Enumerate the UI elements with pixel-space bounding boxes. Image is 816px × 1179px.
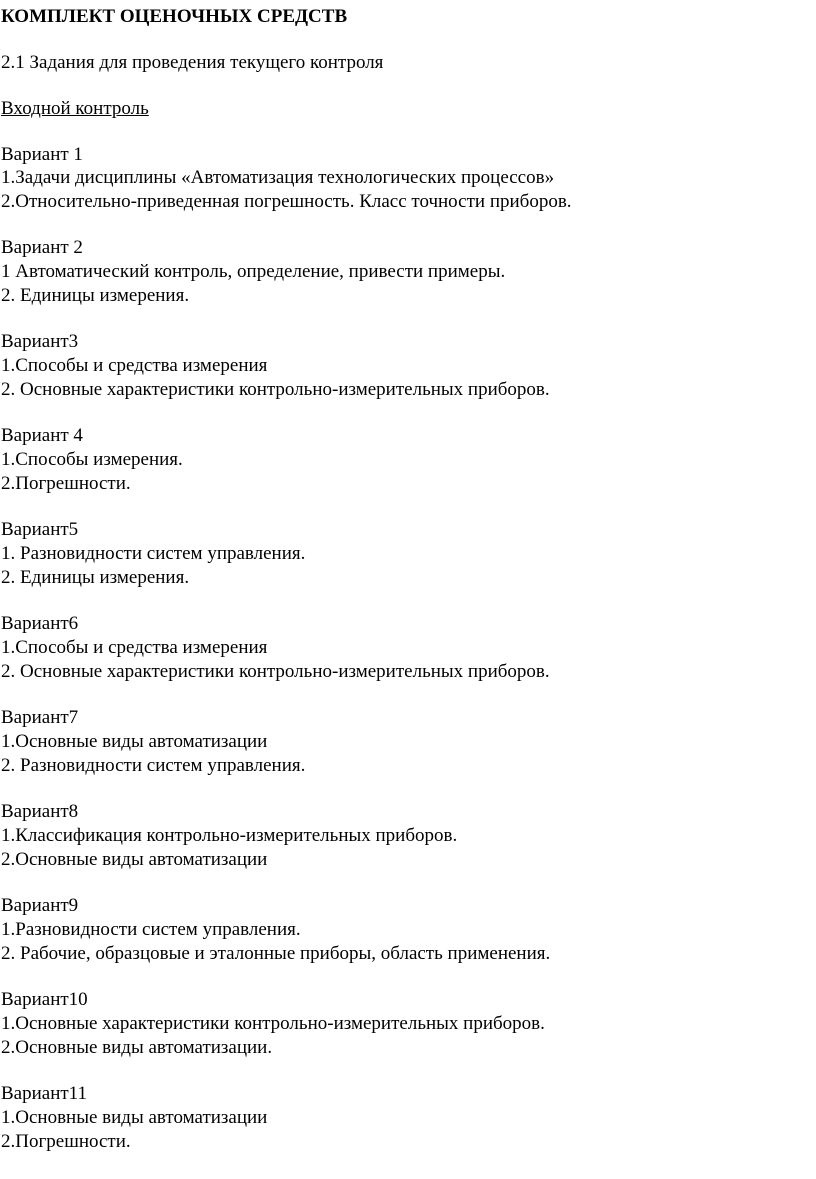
variant-item: 2.Основные виды автоматизации. xyxy=(1,1037,273,1058)
variant-item: 2.Основные виды автоматизации xyxy=(1,849,268,870)
variant-heading: Вариант10 xyxy=(1,989,88,1010)
variant-heading: Вариант 2 xyxy=(1,237,83,258)
variant-heading: Вариант8 xyxy=(1,801,79,822)
document-title: КОМПЛЕКТ ОЦЕНОЧНЫХ СРЕДСТВ xyxy=(1,6,348,27)
variant-item: 1.Разновидности систем управления. xyxy=(1,919,301,940)
subsection-heading: Входной контроль xyxy=(1,98,149,119)
section-heading: 2.1 Задания для проведения текущего контроля xyxy=(1,52,384,73)
variant-heading: Вариант6 xyxy=(1,613,79,634)
variant-item: 1.Задачи дисциплины «Автоматизация технологических процессов» xyxy=(1,167,555,188)
variant-item: 2.Погрешности. xyxy=(1,473,131,494)
variant-heading: Вариант 4 xyxy=(1,425,83,446)
variant-heading: Вариант5 xyxy=(1,519,79,540)
variant-item: 1.Способы и средства измерения xyxy=(1,637,268,658)
variant-item: 1 Автоматический контроль, определение, привести примеры. xyxy=(1,261,506,282)
variant-item: 1.Классификация контрольно-измерительных приборов. xyxy=(1,825,458,846)
variant-item: 2.Погрешности. xyxy=(1,1131,131,1152)
variant-heading: Вариант3 xyxy=(1,331,79,352)
variant-item: 1.Способы и средства измерения xyxy=(1,355,268,376)
variant-heading: Вариант11 xyxy=(1,1083,87,1104)
variant-item: 2. Единицы измерения. xyxy=(1,567,190,588)
variant-item: 2. Основные характеристики контрольно-измерительных приборов. xyxy=(1,661,550,682)
variant-item: 1.Основные виды автоматизации xyxy=(1,1107,268,1128)
variant-item: 1. Разновидности систем управления. xyxy=(1,543,306,564)
variant-item: 2. Рабочие, образцовые и эталонные приборы, область применения. xyxy=(1,943,551,964)
variant-item: 2. Единицы измерения. xyxy=(1,285,190,306)
variant-item: 1.Основные характеристики контрольно-измерительных приборов. xyxy=(1,1013,545,1034)
variant-item: 1.Основные виды автоматизации xyxy=(1,731,268,752)
variant-heading: Вариант 1 xyxy=(1,144,83,165)
variant-heading: Вариант9 xyxy=(1,895,79,916)
variant-item: 2.Относительно-приведенная погрешность. Класс точности приборов. xyxy=(1,191,572,212)
variant-item: 1.Способы измерения. xyxy=(1,449,183,470)
variant-item: 2. Основные характеристики контрольно-измерительных приборов. xyxy=(1,379,550,400)
variant-heading: Вариант7 xyxy=(1,707,79,728)
variant-item: 2. Разновидности систем управления. xyxy=(1,755,306,776)
